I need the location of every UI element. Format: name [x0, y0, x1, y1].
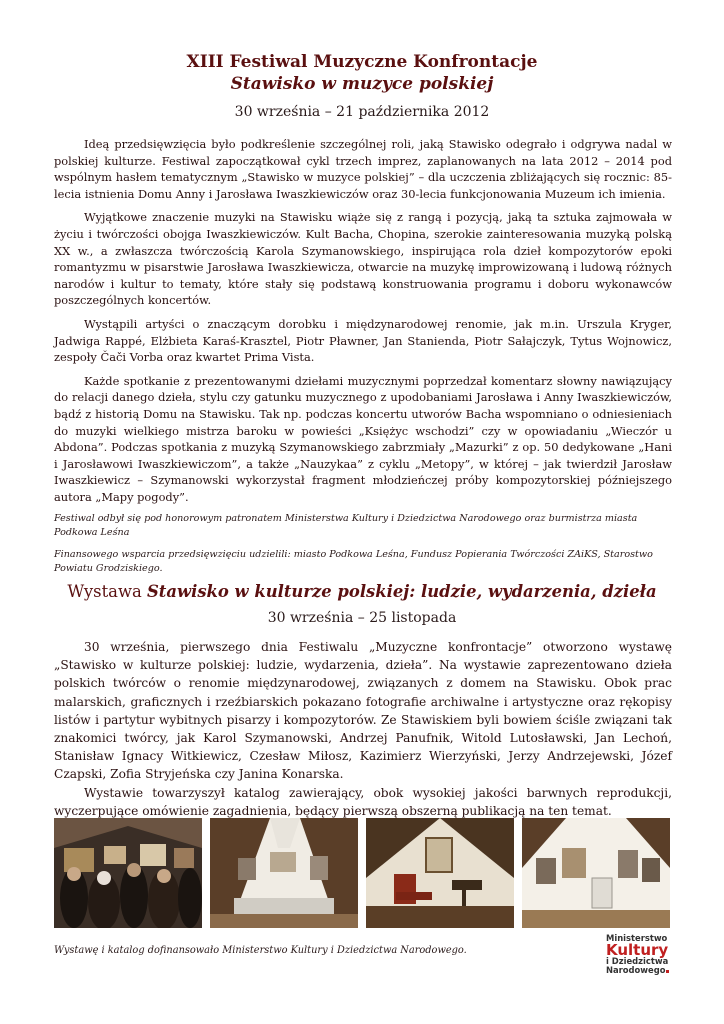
- exhibition-paragraph-1: 30 września, pierwszego dnia Festiwalu „Muzyczne konfrontacje” otworzono wystawę „Stawisko w kulturze polskiej: ludzie, wydarzenia, dzieła”. Na wystawie zaprezentowano dzieła polskich twórców o renomie międzynarodowej, związanych z domem na Stawisku. Obok prac malarskich, graficznych i rzeźbiarskich pokazano fotografie archiwalne i artystyczne oraz rękopisy listów i partytur wybitnych pisarzy i kompozytorów. Ze Stawiskiem byli bowiem ściśle związani tak znakomici twórcy, jak Karol Szymanowski, Andrzej Panufnik, Witold Lutosławski, Jan Lechoń, Stanisław Ignacy Witkiewicz, Czesław Miłosz, Kazimierz Wierzyński, Jerzy Andrzejewski, Józef Czapski, Zofia Stryjeńska czy Janina Konarska.: [54, 640, 672, 782]
- exhibition-photo-visitors: [54, 818, 202, 928]
- festival-dates: 30 września – 21 października 2012: [234, 104, 490, 120]
- logo-dot: [666, 970, 669, 973]
- logo-line-1: Ministerstwo: [606, 933, 668, 943]
- exhibition-paragraph-2: Wystawie towarzyszył katalog zawierający, obok wysokiej jakości barwnych reprodukcji, wyczerpujące omówienie zagadnienia, będący pierwszą obszerną publikacją na ten temat.: [54, 785, 672, 818]
- ministry-logo: [606, 933, 676, 975]
- exhibition-title: [0, 582, 724, 601]
- exhibition-photo-chair-room: [366, 818, 514, 928]
- funding-note: Finansowego wsparcia przedsięwzięciu udzielili: miasto Podkowa Leśna, Fundusz Popierania Twórczości ZAiKS, Starostwo Powiatu Grodziskiego.: [54, 549, 653, 575]
- exhibition-title-name: Stawisko w kulturze polskiej: ludzie, wydarzenia, dzieła: [146, 582, 657, 601]
- festival-title: XIII Festiwal Muzyczne Konfrontacje: [186, 52, 538, 72]
- exhibition-photo-gallery: [522, 818, 670, 928]
- logo-line-3: i Dziedzictwa: [606, 956, 669, 966]
- festival-paragraph-2: Wyjątkowe znaczenie muzyki na Stawisku wiąże się z rangą i pozycją, jaką ta sztuka zajmowała w życiu i twórczości obojga Iwaszkiewiczów. Kult Bacha, Chopina, szerokie zainteresowania muzyką polską XX w., a zwłaszcza twórczością Karola Szymanowskiego, inspirująca rola dzieł kompozytorów epoki romantyzmu w pisarstwie Jarosława Iwaszkiewicza, otwarcie na muzykę improwizowaną i ludową różnych narodów i kultur to tematy, które stały się podstawą konstruowania programu i doboru wykonawców poszczególnych koncertów.: [54, 210, 672, 308]
- festival-subtitle: Stawisko w muzyce polskiej: [230, 74, 494, 94]
- festival-paragraph-3: Wystąpili artyści o znaczącym dorobku i międzynarodowej renomie, jak m.in. Urszula Kryger, Jadwiga Rappé, Elżbieta Karaś-Krasztel, Piotr Pławner, Jan Stanienda, Piotr Sałajczyk, Tytus Wojnowicz, zespoły Čači Vorba oraz kwartet Prima Vista.: [54, 316, 672, 365]
- exhibition-photo-attic-hall: [210, 818, 358, 928]
- exhibition-dates: 30 września – 25 listopada: [267, 610, 457, 626]
- exhibition-photos: [54, 818, 672, 928]
- patronage-note: Festiwal odbył się pod honorowym patronatem Ministerstwa Kultury i Dziedzictwa Narodowego oraz burmistrza miasta Podkowa Leśna: [54, 513, 638, 539]
- festival-paragraph-1: Ideą przedsięwzięcia było podkreślenie szczególnej roli, jaką Stawisko odegrało i odgrywa nadal w polskiej kulturze. Festiwal zapoczątkował cykl trzech imprez, zaplanowanych na lata 2012 – 2014 pod wspólnym hasłem tematycznym „Stawisko w muzyce polskiej” – dla uczczenia zbliżających się rocznic: 85-lecia istnienia Domu Anny i Jarosława Iwaszkiewiczów oraz 30-lecia funkcjonowania Muzeum ich imienia.: [54, 137, 672, 201]
- festival-paragraph-4: Każde spotkanie z prezentowanymi dziełami muzycznymi poprzedzał komentarz słowny nawiązujący do relacji danego dzieła, stylu czy gatunku muzycznego z upodobaniami Jarosława i Anny Iwaszkiewiczów, bądź z historią Domu na Stawisku. Tak np. podczas koncertu utworów Bacha wspomniano o odniesieniach do muzyki wielkiego mistrza baroku w powieści „Księżyc wschodzi” czy w opowiadaniu „Wieczór u Abdona”. Podczas spotkania z muzyką Szymanowskiego zabrzmiały „Mazurki” z op. 50 dedykowane „Hani i Jarosławowi Iwaszkiewiczom”, a także „Nauzykaa” z cyklu „Metopy”, w której – jak twierdził Jarosław Iwaszkiewicz – Szymanowski wykorzystał fragment młodzieńczej próby kompozytorskiej późniejszego autora „Mapy pogody”.: [54, 373, 672, 504]
- logo-line-4-wrapper: [606, 966, 676, 975]
- exhibition-title-prefix: Wystawa: [67, 582, 147, 601]
- festival-body: [54, 136, 672, 584]
- logo-line-2: Kultury: [606, 941, 669, 959]
- logo-line-4: Narodowego: [606, 965, 666, 975]
- exhibition-body: [54, 638, 672, 820]
- footer-funding-note: Wystawę i katalog dofinansowało Ministerstwo Kultury i Dziedzictwa Narodowego.: [54, 945, 467, 956]
